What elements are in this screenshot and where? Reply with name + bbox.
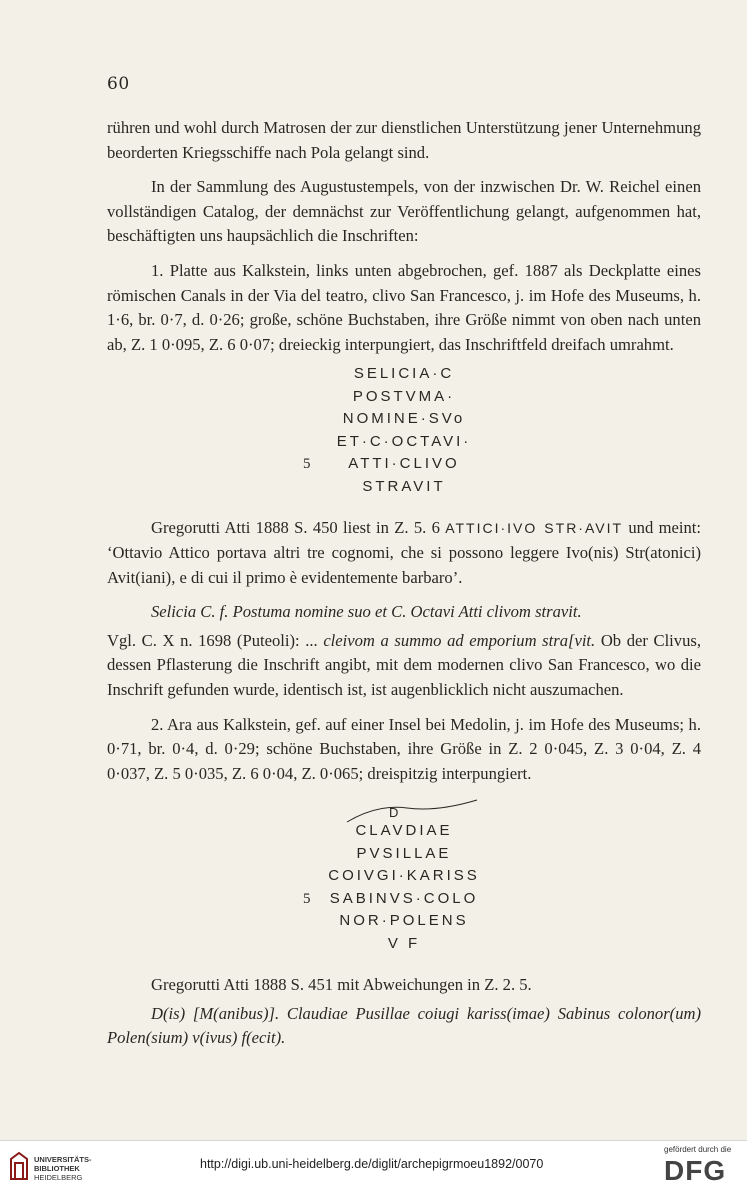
- body-text: [107, 116, 701, 1061]
- inscription-line: COIVGI·KARISS: [328, 867, 480, 885]
- paragraph-gregorutti-2: Gregorutti Atti 1888 S. 451 mit Abweichungen in Z. 2. 5.: [151, 975, 532, 995]
- funded-caption: gefördert durch die: [664, 1145, 732, 1154]
- inscription-line: ET·C·OCTAVI·: [336, 432, 472, 450]
- paragraph-item-1: 1. Platte aus Kalkstein, links unten abgebrochen, gef. 1887 als Deckplatte eines römischen Canals in der Via del teatro, clivo San Francesco, j. im Hofe des Museums, h. 1·6, br. 0·7, d. 0·26; große, schöne Buchstaben, ihre Größe nimmt von oben nach unten ab, Z. 1 0·095, Z. 6 0·07; dreieckig interpungiert, das Inschriftfeld dreifach umrahmt.: [107, 260, 701, 354]
- footer-bar: [0, 1140, 747, 1192]
- paragraph-continuation: rühren und wohl durch Matrosen der zur dienstlichen Unterstützung jener Unternehmung beorderten Kriegsschiffe nach Pola gelangt sind.: [107, 118, 701, 162]
- paragraph-reading-2: D(is) [M(anibus)]. Claudiae Pusillae coiugi kariss(imae) Sabinus colonor(um) Polen(sium) v(ivus) f(ecit).: [107, 1003, 701, 1048]
- inscription-line: SELICIA·C: [353, 365, 455, 383]
- dfg-logo[interactable]: DFG: [664, 1155, 727, 1186]
- arc-letter: D: [389, 805, 402, 821]
- library-logo[interactable]: UNIVERSITÄTS- BIBLIOTHEK HEIDELBERG: [8, 1147, 118, 1187]
- inscription-line: V F: [387, 934, 421, 952]
- inscription-2: [107, 805, 701, 955]
- paragraph-comparison: Vgl. C. X n. 1698 (Puteoli): ... cleivom a summo ad emporium stra[vit. Ob der Clivus, dessen Pflasterung die Inschrift angibt, mit dem modernen clivo San Francesco, wo die Inschrift gefunden wurde, identisch ist, ist augenblicklich nicht auszumachen.: [107, 630, 701, 699]
- permalink[interactable]: http://digi.ub.uni-heidelberg.de/diglit/archepigrmoeu1892/0070: [200, 1157, 544, 1171]
- line-number: 5: [303, 890, 311, 907]
- inscription-line: NOR·POLENS: [339, 912, 469, 930]
- inscription-line: PVSILLAE: [356, 844, 452, 862]
- paragraph-gregorutti-1: Gregorutti Atti 1888 S. 450 liest in Z. 5. 6 ATTICI·IVO STR·AVIT und meint: ‘Ottavio Attico portava altri tre cognomi, che si possono leggere Ivo(nis) Str(atonici) Avit(iani), e di cui il primo è evidentemente barbaro’.: [107, 518, 701, 587]
- inscription-line: CLAVDIAE: [355, 822, 453, 840]
- inscription-line: STRAVIT: [362, 477, 446, 495]
- paragraph-reading-1: Selicia C. f. Postuma nomine suo et C. Octavi Atti clivom stravit.: [151, 602, 582, 622]
- inscription-line-5: 5 SABINVS·COLO: [107, 888, 701, 911]
- line-number: 5: [303, 456, 311, 473]
- inscription-quote: ATTICI·IVO STR·AVIT: [445, 520, 624, 537]
- paragraph-collection: In der Sammlung des Augustustempels, von der inzwischen Dr. W. Reichel einen vollständigen Catalog, der demnächst zur Veröffentlichung gelangt, aufgenommen hat, beschäftigten uns haupsächlich die Inschriften:: [107, 177, 701, 246]
- inscription-line: POSTVMA·: [352, 387, 456, 405]
- inscription-1: [107, 363, 701, 498]
- inscription-line: NOMINE·SVo: [342, 410, 466, 428]
- library-emblem-icon: [8, 1151, 30, 1181]
- page-number: 60: [107, 74, 130, 94]
- inscription-line-5: 5 ATTI·CLIVO: [107, 453, 701, 476]
- paragraph-item-2: 2. Ara aus Kalkstein, gef. auf einer Insel bei Medolin, j. im Hofe des Museums; h. 0·71, br. 0·4, d. 0·29; schöne Buchstaben, ihre Größe in Z. 2 0·045, Z. 3 0·04, Z. 4 0·037, Z. 5 0·035, Z. 6 0·04, Z. 0·065; dreispitzig interpungiert.: [107, 714, 701, 783]
